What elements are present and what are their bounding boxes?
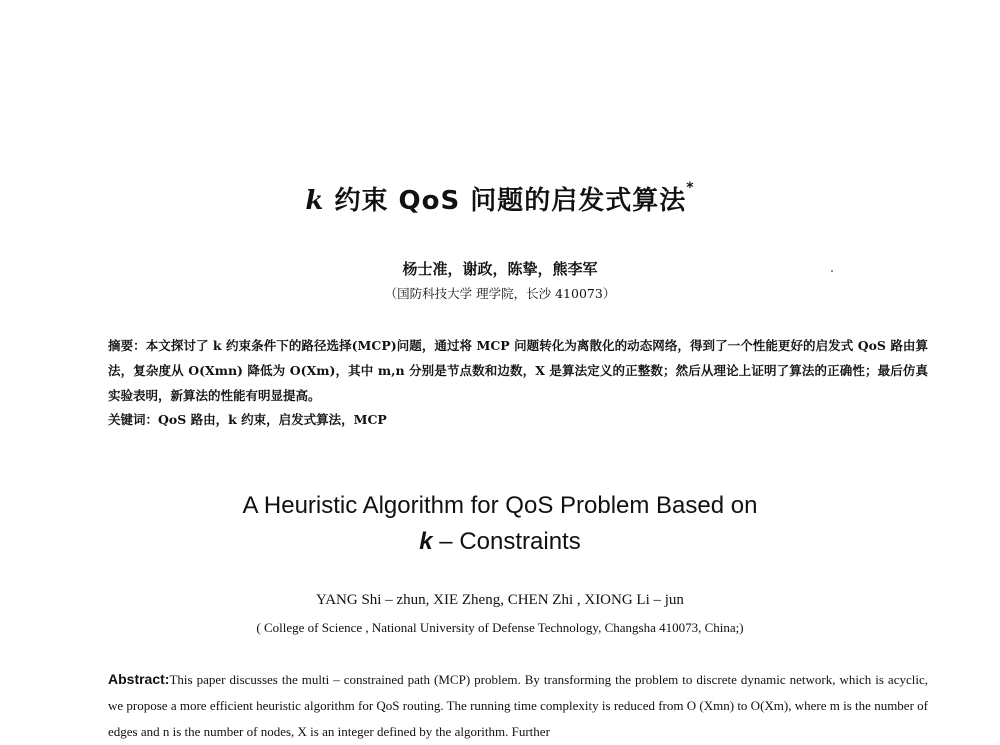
chinese-authors: 杨士准，谢政，陈挚，熊李军 [402,260,598,278]
english-affiliation: ( College of Science , National University of Defense Technology, Changsha 410073, China;) [256,620,744,635]
chinese-abstract [108,333,928,408]
chinese-keywords-text: QoS 路由，k 约束，启发式算法，MCP [158,412,387,427]
english-abstract-label: Abstract: [108,671,170,687]
chinese-keywords-label: 关键词： [108,412,159,427]
chinese-affiliation: （国防科技大学 理学院，长沙 410073） [384,286,616,301]
english-authors: YANG Shi – zhun, XIE Zheng, CHEN Zhi , XIONG Li – jun [316,592,684,608]
english-title-line1: A Heuristic Algorithm for QoS Problem Based on [242,492,758,519]
english-abstract [108,666,928,745]
chinese-keywords [108,410,387,428]
english-abstract-text: This paper discusses the multi – constrained path (MCP) problem. By transforming the problem to discrete dynamic network, which is acyclic, we propose a more efficient heuristic algorithm for QoS routing. The running time complexity is reduced from O (Xmn) to O(Xm), where m is the number of edges and n is the number of nodes, X is an integer defined by the algorithm. Further [108,672,928,739]
title-footnote-mark: * [686,180,695,196]
english-title-k: k [419,528,433,555]
english-title-line2: – Constraints [432,528,581,555]
chinese-title-k: k [305,186,325,216]
chinese-abstract-label: 摘要： [108,338,146,353]
speck [831,270,833,272]
chinese-abstract-text: 本文探讨了 k 约束条件下的路径选择(MCP)问题，通过将 MCP 问题转化为离散化的动态网络，得到了一个性能更好的启发式 QoS 路由算法，复杂度从 O(Xmn) 降低为 O(Xm)，其中 m,n 分别是节点数和边数，X 是算法定义的正整数；然后从理论上证明了算法的正确性；最后仿真实验表明，新算法的性能有明显提高。 [108,338,928,403]
chinese-title-text: 约束 QoS 问题的启发式算法 [324,186,687,216]
chinese-title [0,180,1000,217]
english-title [0,488,1000,560]
